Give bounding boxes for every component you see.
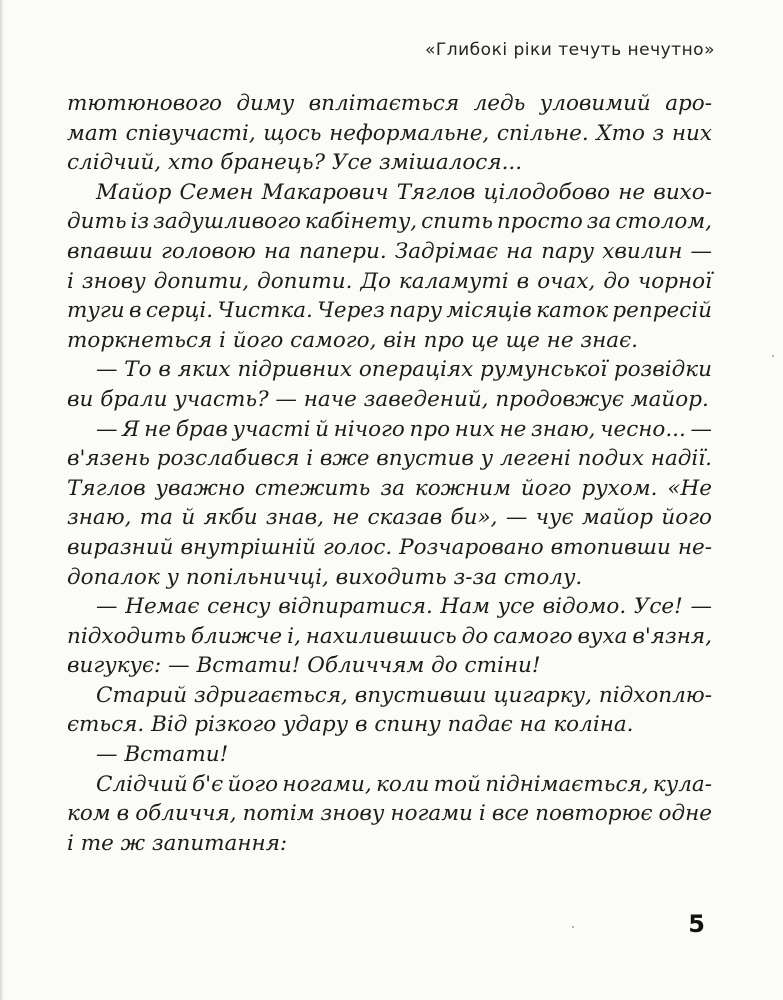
text-line: Тяглов уважно стежить за кожним його рухом. «Не	[67, 475, 712, 501]
text-line: туги в серці. Чистка. Через пару місяців каток репресій	[67, 298, 712, 324]
text-line: виразний внутрішній голос. Розчаровано втопивши не-	[67, 534, 712, 560]
text-line: допалок у попільничці, виходить з-за столу.	[67, 564, 583, 590]
text-line: ком в обличчя, потім знову ногами і все повторює одне	[67, 801, 712, 827]
text-line: знаю, та й якби знав, не сказав би», — чує майор його	[67, 505, 712, 531]
text-line: слідчий, хто бранець? Усе змішалося...	[67, 150, 523, 176]
text-line: тютюнового диму вплітається ледь уловимий аро-	[67, 91, 712, 116]
text-line: Слідчий б'є його ногами, коли той піднімається, кула-	[96, 771, 712, 797]
body-text	[67, 89, 712, 858]
dust-speck	[772, 355, 774, 357]
text-line: вигукує: — Встати! Обличчям до стіни!	[67, 653, 541, 679]
text-line: Майор Семен Макарович Тяглов цілодобово не вихо-	[96, 179, 712, 205]
text-line: — Встати!	[96, 742, 229, 768]
text-line: підходить ближче і, нахилившись до самого вуха в'язня,	[67, 623, 712, 649]
text-line: впавши головою на папери. Задрімає на пару хвилин —	[67, 238, 712, 264]
text-line: Старий здригається, впустивши цигарку, підхоплю-	[96, 682, 712, 708]
text-line: — Я не брав участі й нічого про них не знаю, чесно... —	[96, 416, 712, 442]
text-line: — Немає сенсу відпиратися. Нам усе відомо. Усе! —	[96, 594, 712, 620]
text-line: мат співучасті, щось неформальне, спільне. Хто з них	[67, 120, 712, 146]
page-edge	[0, 0, 4, 1000]
page-number: 5	[688, 910, 705, 938]
text-line: дить із задушливого кабінету, спить просто за столом,	[67, 209, 712, 235]
text-line: торкнеться і його самого, він про це ще не знає.	[67, 327, 638, 353]
text-line: в'язень розслабився і вже впустив у легені подих надії.	[67, 446, 712, 472]
dust-speck	[572, 926, 574, 928]
text-line: ви брали участь? — наче заведений, продовжує майор.	[67, 386, 709, 412]
text-line: — То в яких підривних операціях румунської розвідки	[96, 357, 712, 383]
text-line: і знову допити, допити. До каламуті в очах, до чорної	[67, 268, 712, 294]
text-line: ється. Від різкого удару в спину падає на коліна.	[67, 712, 634, 738]
text-line: і те ж запитання:	[67, 830, 288, 856]
running-header: «Глибокі ріки течуть нечутно»	[425, 40, 715, 60]
